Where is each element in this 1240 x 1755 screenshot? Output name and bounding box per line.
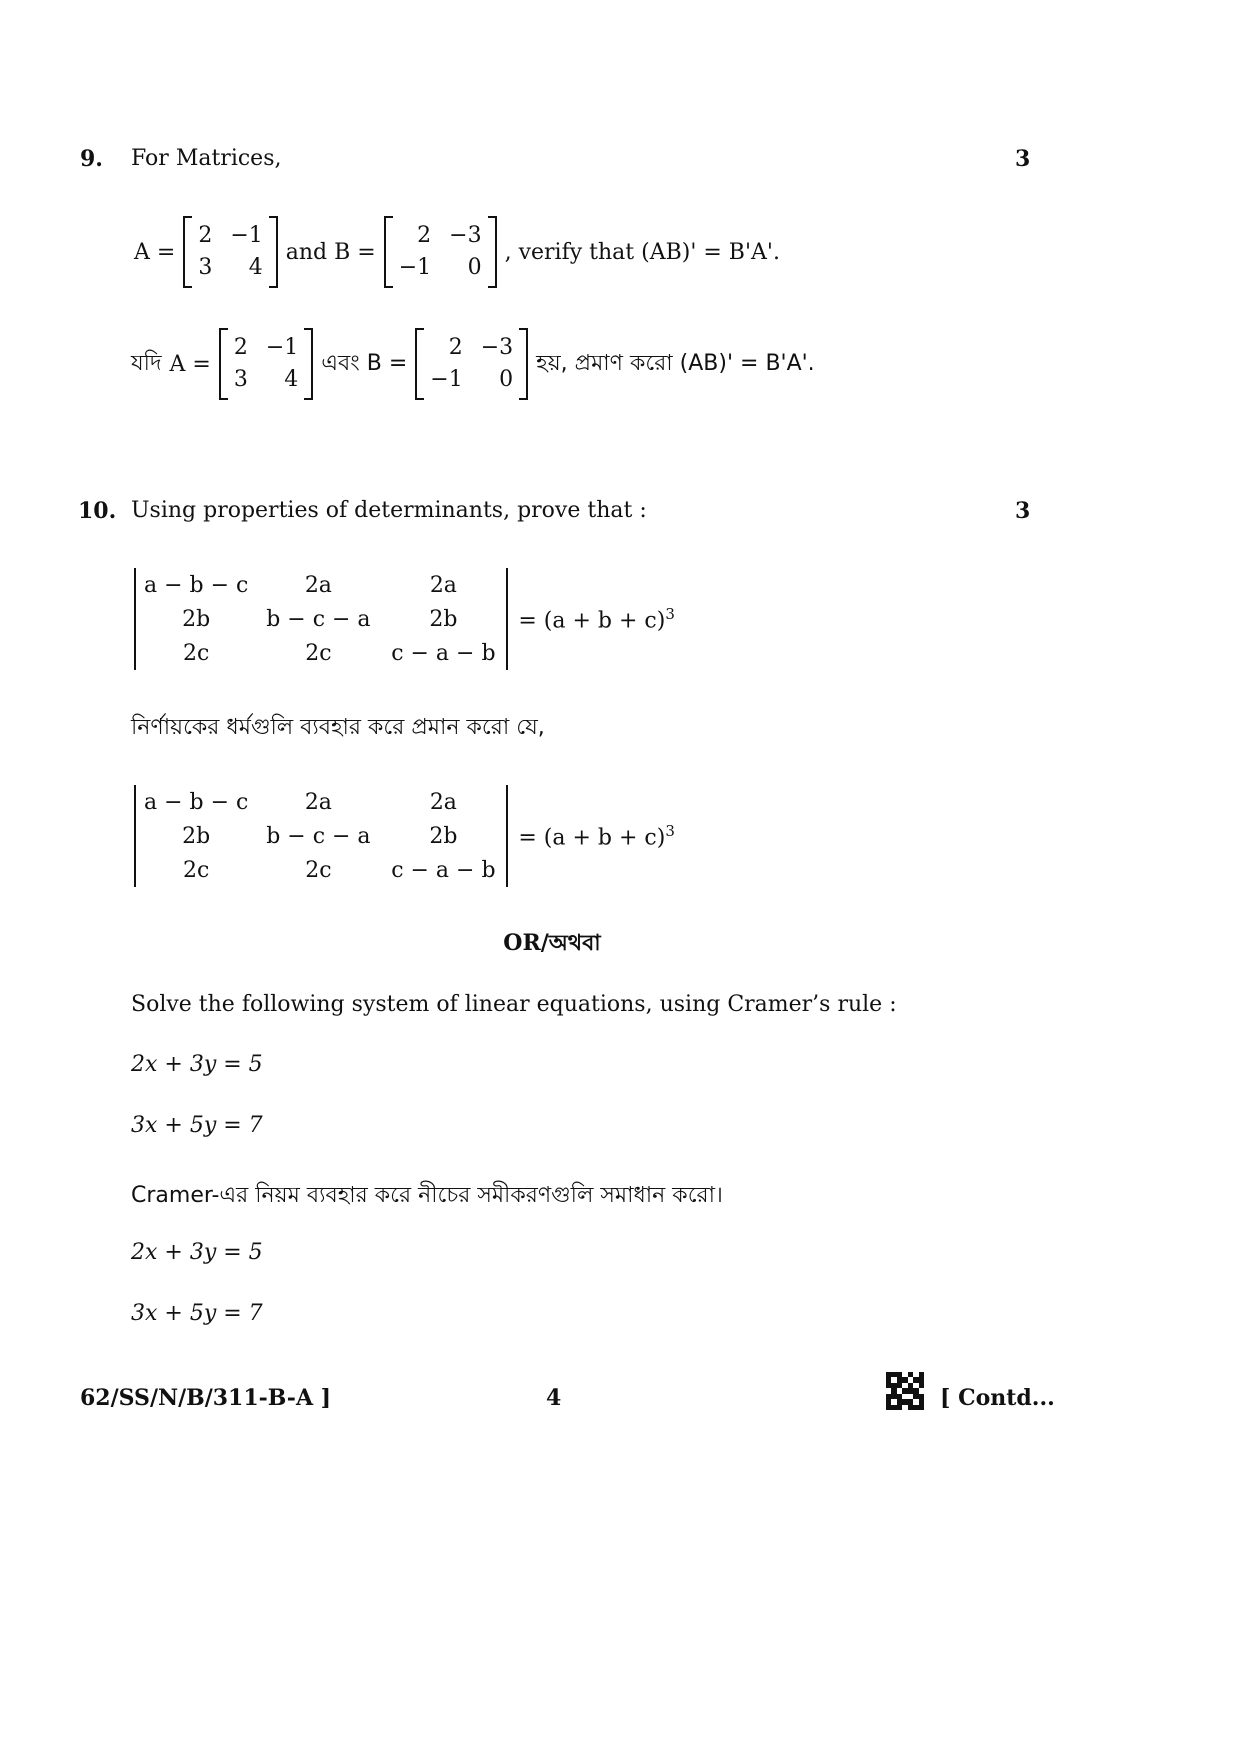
det-cell: c − a − b — [391, 640, 496, 666]
contd-label: [ Contd... — [940, 1385, 1055, 1411]
q9-marks: 3 — [1015, 146, 1031, 172]
determinant-english — [134, 568, 675, 670]
det-cell: 2a — [304, 789, 332, 815]
q9-bn-verify: হয়, প্রমাণ করো (AB)' = B'A'. — [536, 350, 815, 376]
matrix-b — [384, 220, 497, 284]
q10-number: 10. — [78, 498, 117, 524]
rhs-text: = (a + b + c) — [518, 608, 666, 634]
page-number: 4 — [546, 1385, 562, 1411]
bengali-cramer-instruction: Cramer-এর নিয়ম ব্যবহার করে নীচের সমীকরণগুলি সমাধান করো। — [131, 1183, 723, 1208]
det-cell: 2c — [183, 857, 210, 883]
cramer-instruction: Solve the following system of linear equations, using Cramer’s rule : — [131, 992, 897, 1017]
determinant-bengali — [134, 785, 675, 887]
matrix-a-cell: −1 — [230, 223, 263, 248]
det-cell: 2b — [182, 606, 211, 632]
matrix-a-cell: 4 — [284, 367, 299, 392]
qr-code-icon — [886, 1372, 924, 1410]
rhs-text: = (a + b + c) — [518, 825, 666, 851]
matrix-b-cell: 0 — [467, 255, 482, 280]
q9-bn-and-b: এবং B = — [321, 350, 408, 376]
det-cell: 2b — [429, 823, 458, 849]
det-cell: 2c — [183, 640, 210, 666]
q9-number: 9. — [80, 146, 103, 172]
matrix-b-bn — [415, 332, 528, 396]
rhs-exponent: 3 — [665, 604, 675, 623]
matrix-a-cell: 2 — [198, 223, 213, 248]
det-cell: a − b − c — [144, 572, 249, 598]
matrix-a-cell: 3 — [233, 367, 248, 392]
det-cell: 2c — [305, 640, 332, 666]
equation-2: 3x + 5y = 7 — [131, 1113, 263, 1138]
matrix-b-cell: 0 — [499, 367, 514, 392]
q10-marks: 3 — [1015, 498, 1031, 524]
matrix-a-bn — [219, 332, 313, 396]
q9-english-statement — [134, 220, 780, 284]
q9-verify: , verify that (AB)' = B'A'. — [504, 239, 780, 265]
det-cell: b − c − a — [266, 823, 371, 849]
determinant-rhs — [518, 822, 675, 850]
matrix-a — [183, 220, 277, 284]
matrix-a-cell: 2 — [233, 335, 248, 360]
det-cell: 2a — [304, 572, 332, 598]
determinant-box — [134, 785, 508, 887]
matrix-b-cell: −1 — [398, 255, 432, 280]
matrix-b-cell: −1 — [430, 367, 463, 392]
q9-bengali-statement — [131, 332, 815, 396]
matrix-b-cell: 2 — [417, 223, 432, 248]
matrix-a-cell: 3 — [198, 255, 213, 280]
det-cell: 2a — [429, 789, 457, 815]
matrix-b-cell: 2 — [448, 335, 463, 360]
det-cell: 2b — [182, 823, 211, 849]
q9-bn-a-label: A = — [169, 351, 211, 377]
q9-bn-prefix: যদি — [131, 350, 162, 376]
determinant-box — [134, 568, 508, 670]
q9-a-label: A = — [134, 239, 176, 265]
paper-code: 62/SS/N/B/311-B-A ] — [80, 1385, 332, 1411]
det-cell: 2c — [305, 857, 332, 883]
matrix-a-cell: 4 — [248, 255, 263, 280]
equation-2-bn: 3x + 5y = 7 — [131, 1301, 263, 1326]
equation-1-bn: 2x + 3y = 5 — [131, 1240, 263, 1265]
det-cell: 2b — [429, 606, 458, 632]
q9-title: For Matrices, — [131, 146, 282, 171]
det-cell: a − b − c — [144, 789, 249, 815]
q10-bengali-instruction: নির্ণায়কের ধর্মগুলি ব্যবহার করে প্রমান করো যে, — [131, 715, 545, 740]
matrix-a-cell: −1 — [265, 335, 299, 360]
matrix-b-cell: −3 — [480, 335, 514, 360]
or-separator: OR/অথবা — [503, 930, 601, 956]
matrix-b-cell: −3 — [449, 223, 482, 248]
q9-and-b: and B = — [285, 239, 376, 265]
det-cell: c − a − b — [391, 857, 496, 883]
q10-title: Using properties of determinants, prove that : — [131, 498, 647, 523]
det-cell: 2a — [429, 572, 457, 598]
determinant-rhs — [518, 605, 675, 633]
det-cell: b − c − a — [266, 606, 371, 632]
equation-1: 2x + 3y = 5 — [131, 1052, 263, 1077]
rhs-exponent: 3 — [665, 821, 675, 840]
